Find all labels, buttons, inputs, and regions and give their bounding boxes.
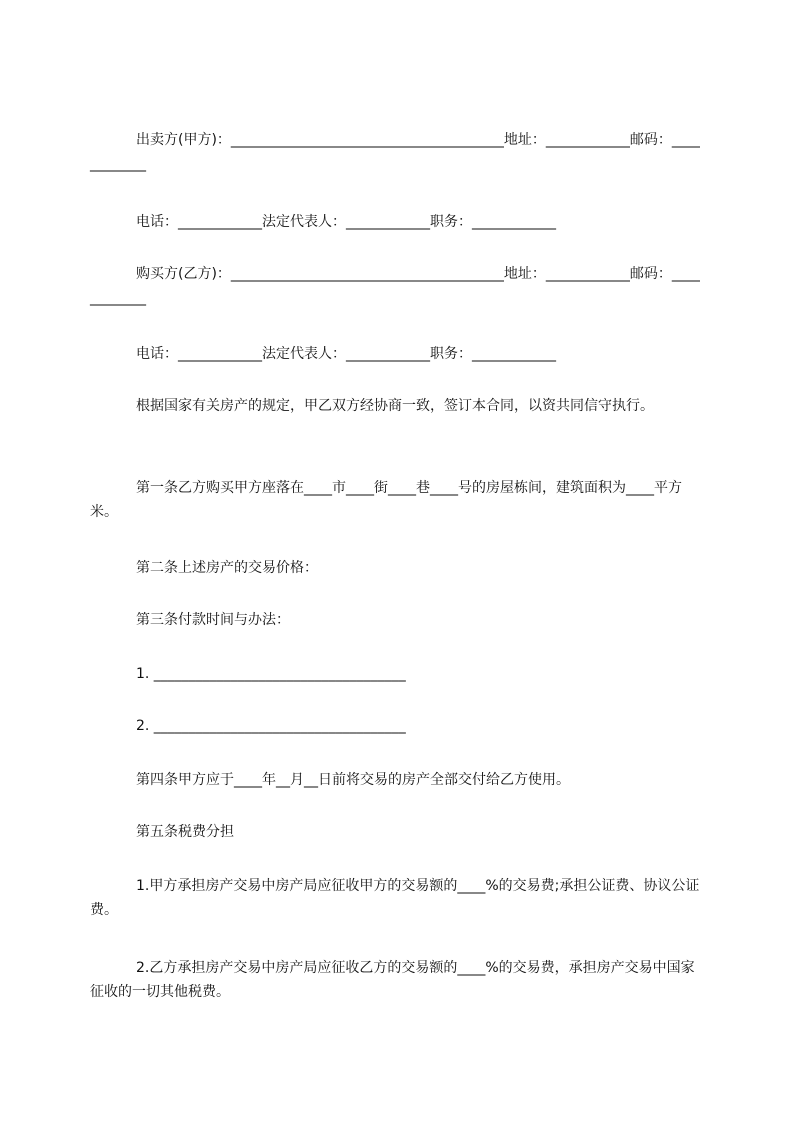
tax-item-1: 1.甲方承担房产交易中房产局应征收甲方的交易额的____%的交易费;承担公证费、协议公证费。 (90, 878, 700, 918)
seller-info: 出卖方(甲方)：_______________________________________地址：____________邮码：____________ (90, 132, 700, 172)
article-2: 第二条上述房产的交易价格： (136, 560, 318, 576)
seller-contact: 电话：____________法定代表人：____________职务：____________ (136, 214, 556, 230)
article-1: 第一条乙方购买甲方座落在____市____街____巷____号的房屋栋间，建筑面积为____平方米。 (90, 480, 682, 520)
preamble: 根据国家有关房产的规定，甲乙双方经协商一致，签订本合同，以资共同信守执行。 (136, 398, 654, 414)
article-3: 第三条付款时间与办法： (136, 612, 290, 628)
tax-item-2: 2.乙方承担房产交易中房产局应征收乙方的交易额的____%的交易费，承担房产交易中国家征收的一切其他税费。 (90, 960, 695, 1000)
payment-item-1: 1. ____________________________________ (136, 666, 406, 682)
article-5: 第五条税费分担 (136, 824, 234, 840)
article-4: 第四条甲方应于____年__月__日前将交易的房产全部交付给乙方使用。 (136, 772, 570, 788)
buyer-contact: 电话：____________法定代表人：____________职务：____________ (136, 346, 556, 362)
payment-item-2: 2. ____________________________________ (136, 718, 406, 734)
buyer-info: 购买方(乙方)：_______________________________________地址：____________邮码：____________ (90, 266, 700, 306)
